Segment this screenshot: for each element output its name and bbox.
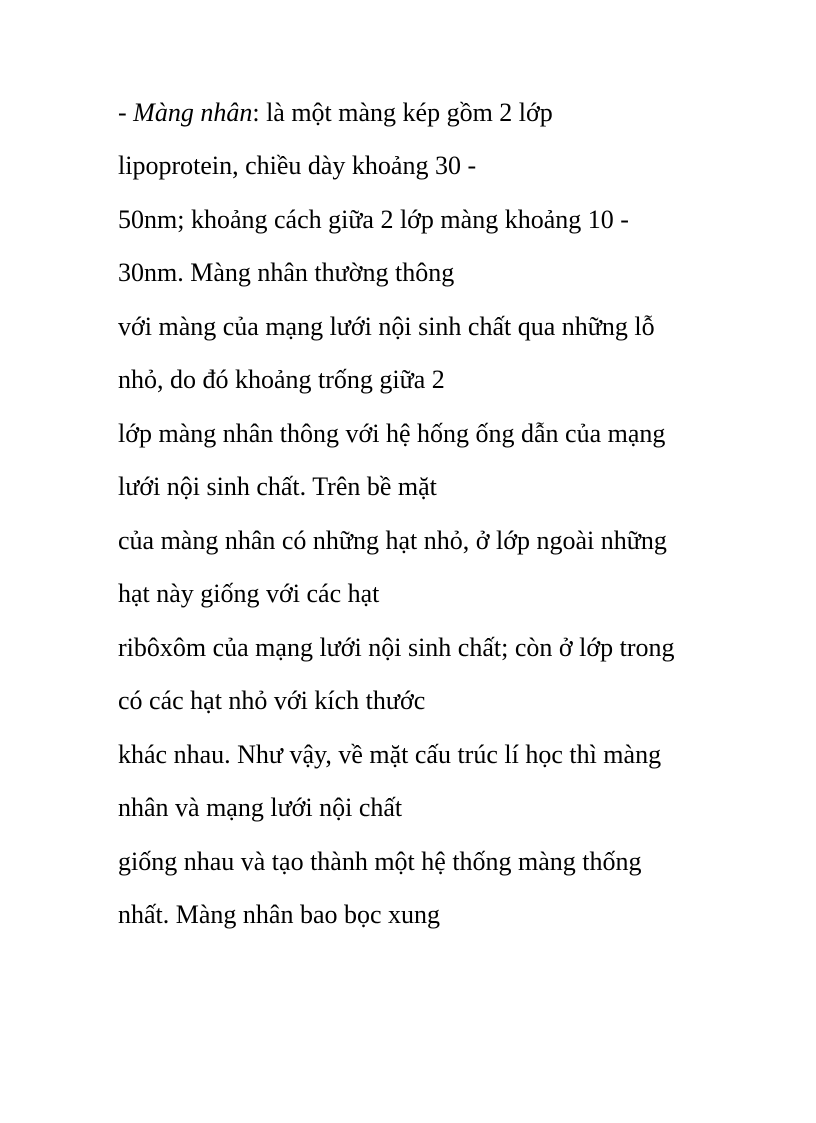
text-line-7: lớp màng nhân thông với hệ hống ống dẫn của mạng [118, 419, 666, 448]
line-prefix: - [118, 98, 134, 127]
text-line-8: lưới nội sinh chất. Trên bề mặt [118, 472, 437, 501]
text-line-13: khác nhau. Như vậy, về mặt cấu trúc lí học thì màng [118, 740, 662, 769]
body-text [118, 98, 758, 954]
text-line-9: của màng nhân có những hạt nhỏ, ở lớp ngoài những [118, 526, 667, 555]
text-line-16: nhất. Màng nhân bao bọc xung [118, 900, 441, 929]
text-line-15: giống nhau và tạo thành một hệ thống màng thống [118, 847, 642, 876]
text-line-3: 50nm; khoảng cách giữa 2 lớp màng khoảng 10 - [118, 205, 629, 234]
text-line-10: hạt này giống với các hạt [118, 579, 380, 608]
text-line-5: với màng của mạng lưới nội sinh chất qua những lỗ [118, 312, 655, 341]
text-line-1 [118, 98, 758, 128]
text-line-6: nhỏ, do đó khoảng trống giữa 2 [118, 365, 445, 394]
text-line-11: ribôxôm của mạng lưới nội sinh chất; còn ở lớp trong [118, 633, 675, 662]
term-mang-nhan: Màng nhân [133, 98, 253, 127]
line-rest: : là một màng kép gồm 2 lớp [252, 98, 553, 127]
text-line-14: nhân và mạng lưới nội chất [118, 793, 403, 822]
text-line-12: có các hạt nhỏ với kích thước [118, 686, 426, 715]
text-line-2: lipoprotein, chiều dày khoảng 30 - [118, 151, 477, 180]
text-line-4: 30nm. Màng nhân thường thông [118, 258, 455, 287]
